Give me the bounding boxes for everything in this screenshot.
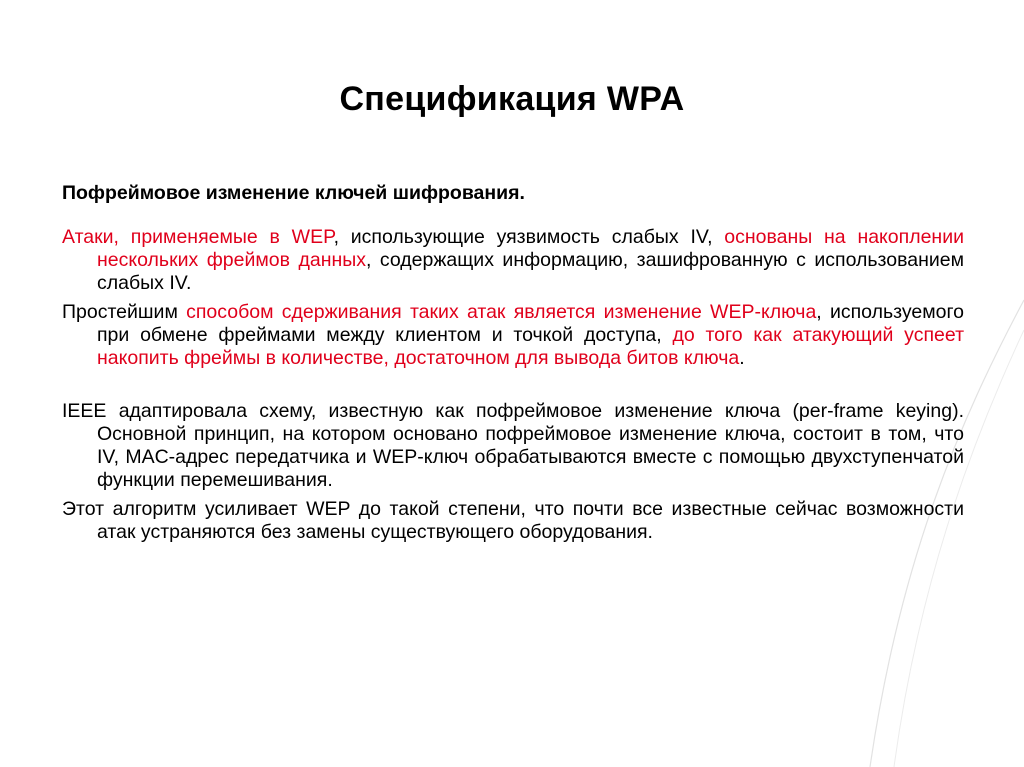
text-segment: IEEE адаптировала схему, известную как пофреймовое изменение ключа (per-frame keying). Основной принцип, на котором основано пофреймовое изменение ключа, состоит в том, что IV, MAC-адрес передатчика и WEP-ключ обрабатываются вместе с помощью двухступенчатой функции перемешивания. [62, 400, 964, 491]
text-segment: Атаки, применяемые в WEP [62, 226, 334, 248]
text-segment: Простейшим [62, 301, 187, 323]
slide-body [62, 182, 964, 550]
paragraph-per-frame-keying [62, 400, 964, 492]
text-segment: основаны на накоплении нескольких фреймов данных [97, 226, 964, 271]
text-segment: . [739, 347, 745, 369]
paragraph-algorithm-strength [62, 498, 964, 544]
paragraph-weak-iv-attacks [62, 226, 964, 295]
text-segment: , использующие уязвимость слабых IV, [333, 226, 725, 248]
text-segment: Этот алгоритм усиливает WEP до такой степени, что почти все известные сейчас возможности атак устраняются без замены существующего оборудования. [62, 498, 964, 543]
text-segment: способом сдерживания таких атак является изменение WEP-ключа [186, 301, 817, 323]
text-segment: , используемого при обмене фреймами между клиентом и точкой доступа, [97, 301, 965, 346]
text-segment: , содержащих информацию, зашифрованную с использованием слабых IV. [97, 249, 964, 294]
slide-subtitle: Пофреймовое изменение ключей шифрования. [62, 182, 525, 204]
paragraph-key-change [62, 301, 964, 370]
slide-title: Спецификация WPA [339, 80, 685, 118]
text-segment: до того как атакующий успеет накопить фреймы в количестве, достаточном для вывода битов ключа [97, 324, 964, 369]
